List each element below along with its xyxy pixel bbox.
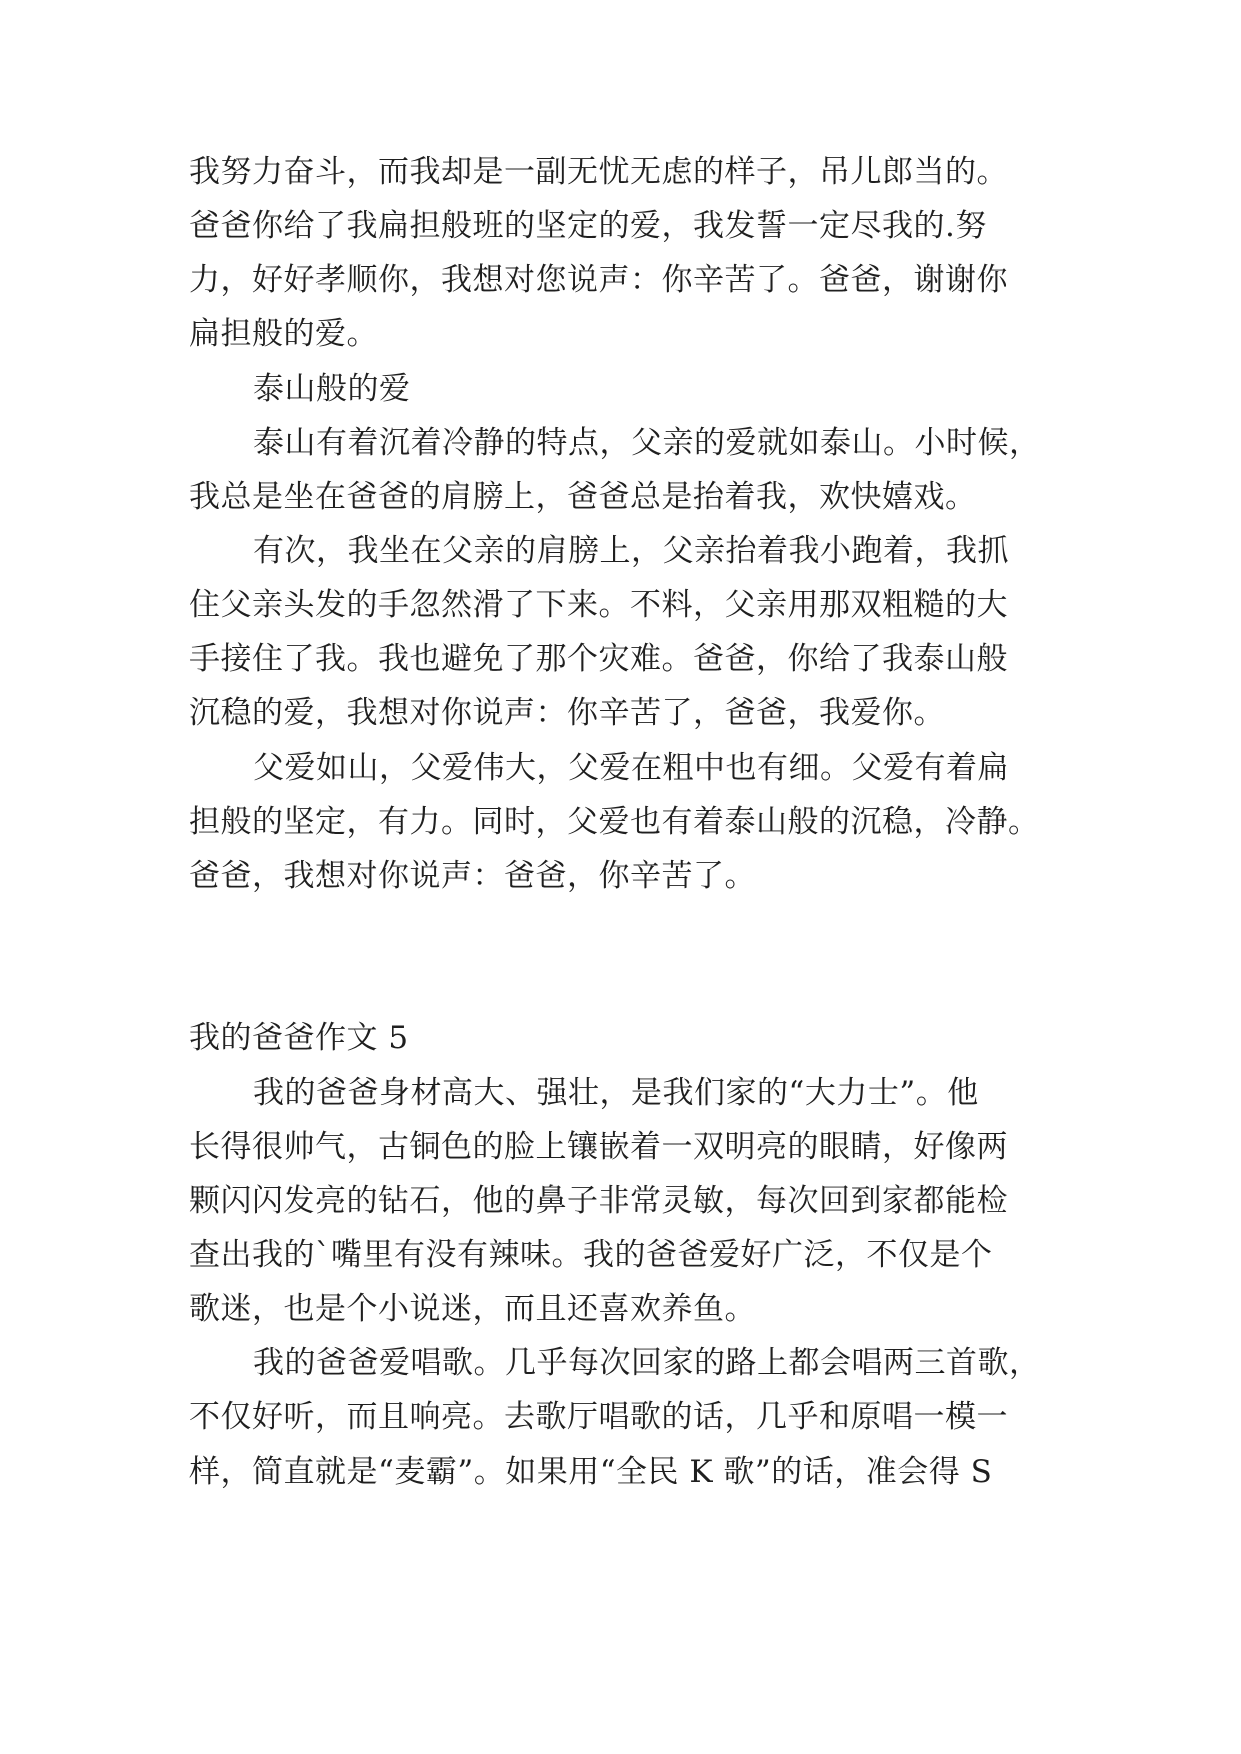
text-line: 泰山有着沉着冷静的特点，父亲的爱就如泰山。小时候， bbox=[253, 425, 1041, 461]
text-line: 住父亲头发的手忽然滑了下来。不料，父亲用那双粗糙的大 bbox=[189, 587, 1008, 623]
text-line: 我的爸爸爱唱歌。几乎每次回家的路上都会唱两三首歌， bbox=[253, 1345, 1041, 1381]
text-line: 沉稳的爱，我想对你说声：你辛苦了，爸爸，我爱你。 bbox=[189, 695, 945, 731]
text-line: 长得很帅气，古铜色的脸上镶嵌着一双明亮的眼睛，好像两 bbox=[189, 1129, 1008, 1165]
text-line: 不仅好听，而且响亮。去歌厅唱歌的话，几乎和原唱一模一 bbox=[189, 1399, 1008, 1435]
text-line: 我努力奋斗，而我却是一副无忧无虑的样子，吊儿郎当的。 bbox=[189, 154, 1008, 190]
text-line: 颗闪闪发亮的钻石，他的鼻子非常灵敏，每次回到家都能检 bbox=[189, 1183, 1008, 1219]
section-heading: 泰山般的爱 bbox=[253, 371, 411, 407]
text-line: 爸爸，我想对你说声：爸爸，你辛苦了。 bbox=[189, 858, 756, 894]
text-line: 扁担般的爱。 bbox=[189, 316, 378, 352]
text-line: 担般的坚定，有力。同时，父爱也有着泰山般的沉稳，冷静。 bbox=[189, 804, 1040, 840]
text-line: 我总是坐在爸爸的肩膀上，爸爸总是抬着我，欢快嬉戏。 bbox=[189, 479, 977, 515]
text-line: 有次，我坐在父亲的肩膀上，父亲抬着我小跑着，我抓 bbox=[253, 533, 1009, 569]
text-line: 样，简直就是“麦霸”。如果用“全民 K 歌”的话，准会得 S bbox=[189, 1454, 993, 1490]
text-line: 力，好好孝顺你，我想对您说声：你辛苦了。爸爸，谢谢你 bbox=[189, 262, 1008, 298]
text-line: 父爱如山，父爱伟大，父爱在粗中也有细。父爱有着扁 bbox=[253, 750, 1009, 786]
text-line: 我的爸爸身材高大、强壮，是我们家的“大力士”。他 bbox=[253, 1075, 979, 1111]
text-line: 查出我的`嘴里有没有辣味。我的爸爸爱好广泛，不仅是个 bbox=[189, 1237, 993, 1273]
text-line: 爸爸你给了我扁担般班的坚定的爱，我发誓一定尽我的.努 bbox=[189, 208, 987, 244]
essay-title: 我的爸爸作文 5 bbox=[189, 1020, 409, 1056]
text-line: 手接住了我。我也避免了那个灾难。爸爸，你给了我泰山般 bbox=[189, 641, 1008, 677]
text-line: 歌迷，也是个小说迷，而且还喜欢养鱼。 bbox=[189, 1291, 756, 1327]
